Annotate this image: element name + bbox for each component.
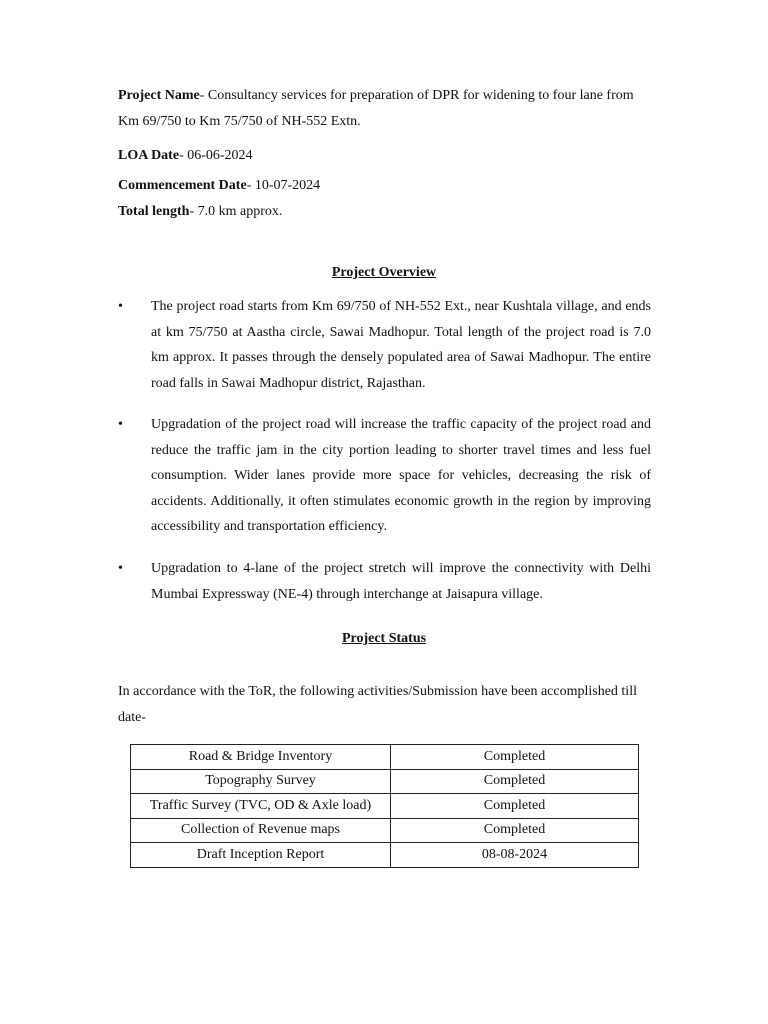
activity-cell: Road & Bridge Inventory [131,745,391,770]
bullet-marker: • [118,561,123,576]
total-length-value: - 7.0 km approx. [189,204,283,219]
activity-cell: Traffic Survey (TVC, OD & Axle load) [131,794,391,819]
overview-bullet-text: Upgradation of the project road will increase the traffic capacity of the project road and reduce the traffic jam in the city portion leading to shorter travel times and less fuel consumption. Wider lanes provide more space for vehicles, decreasing the risk of accidents. Additionally, it often stimulates economic growth in the region by improving accessibility and transportation efficiency. [151,417,651,534]
status-intro-paragraph: In accordance with the ToR, the following activities/Submission have been accomplished till date- [118,684,637,725]
status-cell: Completed [391,769,639,794]
activity-cell: Topography Survey [131,769,391,794]
overview-bullet-3 [118,556,651,607]
status-cell: Completed [391,745,639,770]
overview-bullet-text: The project road starts from Km 69/750 of NH-552 Ext., near Kushtala village, and ends at km 75/750 at Aastha circle, Sawai Madhopur. Total length of the project road is 7.0 km approx. It passes through the densely populated area of Sawai Madhopur. The entire road falls in Sawai Madhopur district, Rajasthan. [151,299,651,391]
activity-cell: Collection of Revenue maps [131,818,391,843]
project-status-heading: Project Status [341,631,427,646]
activity-cell: Draft Inception Report [131,843,391,868]
total-length-label: Total length [118,204,190,219]
loa-date-line [118,143,651,169]
table-row [131,769,639,794]
loa-date-value: - 06-06-2024 [179,148,253,163]
status-cell: Completed [391,818,639,843]
loa-date-label: LOA Date [118,148,180,163]
commencement-date-value: - 10-07-2024 [246,178,321,193]
project-name-line [118,83,651,135]
overview-bullet-2 [118,412,651,540]
bullet-marker: • [118,299,123,314]
status-table [130,744,639,868]
bullet-marker: • [118,417,123,432]
project-name-label: Project Name [118,88,200,103]
total-length-line [118,199,651,225]
status-cell: 08-08-2024 [391,843,639,868]
table-row [131,818,639,843]
overview-bullet-text: Upgradation to 4-lane of the project stretch will improve the connectivity with Delhi Mumbai Expressway (NE-4) through interchange at Jaisapura village. [151,561,651,602]
status-cell: Completed [391,794,639,819]
table-row [131,745,639,770]
commencement-date-line [118,173,651,199]
commencement-date-label: Commencement Date [118,178,247,193]
table-row [131,843,639,868]
overview-bullet-1 [118,294,651,396]
project-overview-heading: Project Overview [331,265,437,280]
project-name-value: - Consultancy services for preparation of DPR for widening to four lane from Km 69/750 to Km 75/750 of NH-552 Extn. [118,88,634,129]
table-row [131,794,639,819]
